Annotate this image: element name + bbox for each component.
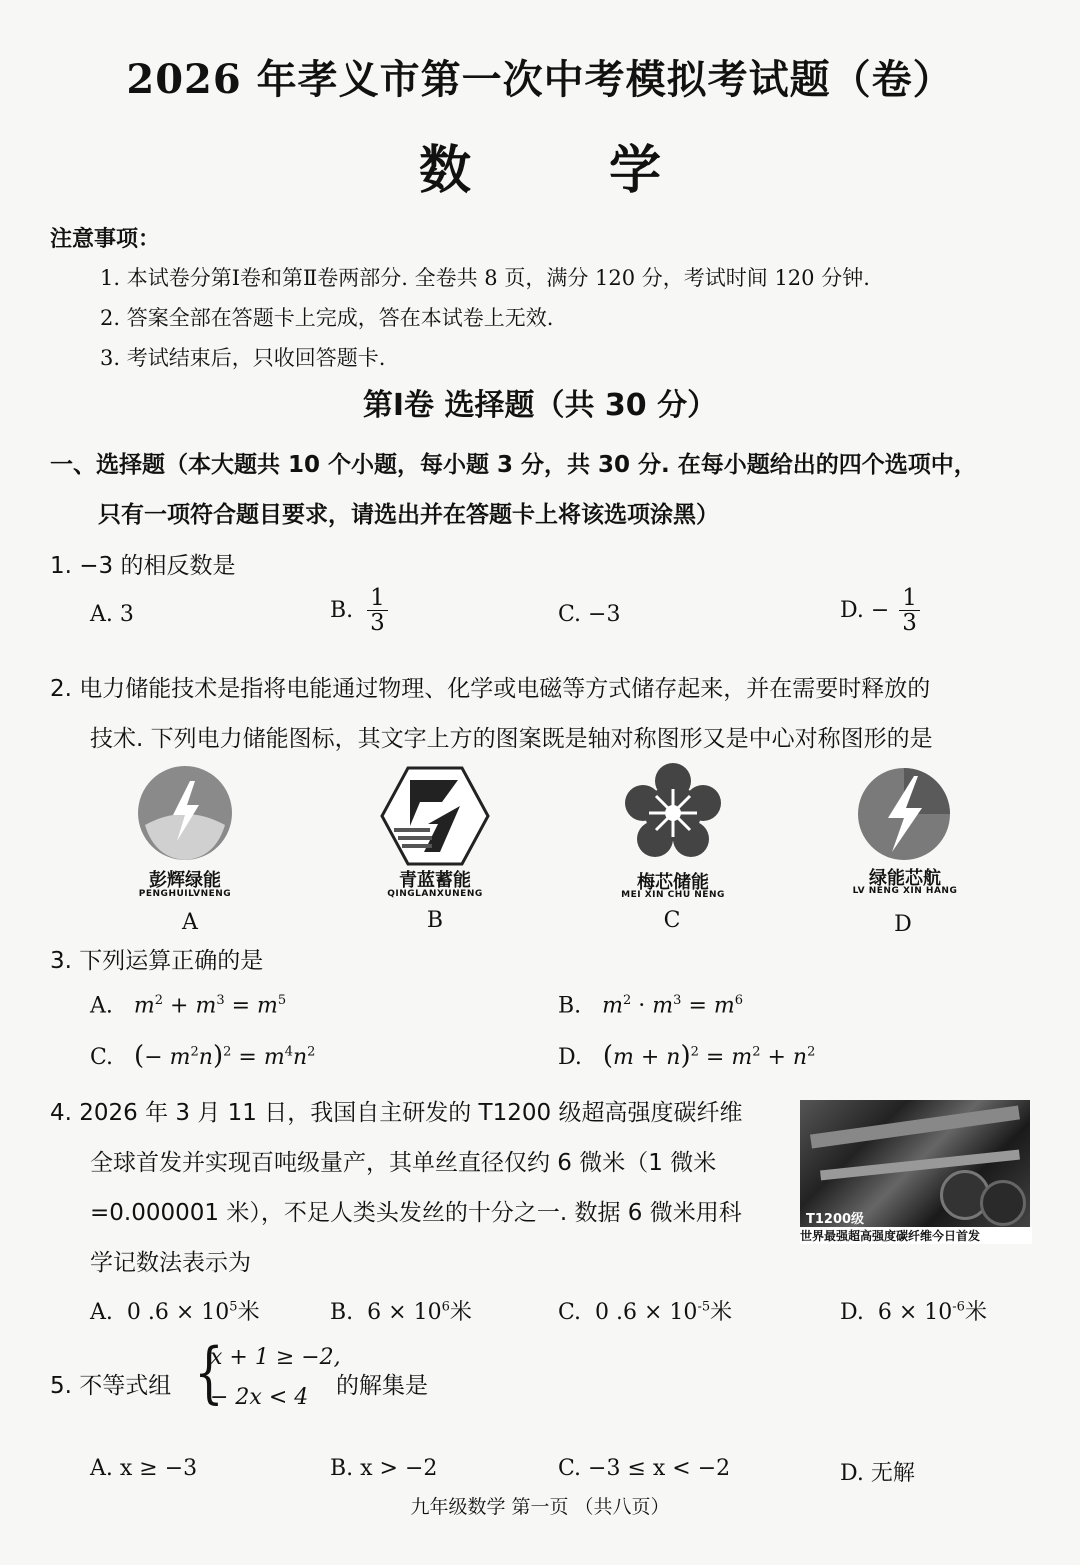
inequality-1: x + 1 ≥ −2, [210,1345,341,1370]
part-instructions: 只有一项符合题目要求，请选出并在答题卡上将该选项涂黑） [98,502,719,528]
logo-pinyin: PENGHUILVNENG [138,889,232,899]
brace-icon: { [194,1334,224,1411]
logo-name: 绿能芯航 [869,868,941,889]
part-instructions: 一、选择题（本大题共 10 个小题，每小题 3 分，共 30 分. 在每小题给出的四个选项中， [50,452,977,478]
photo-tag: T1200级 [806,1212,865,1227]
notice-heading: 注意事项： [50,227,161,252]
option-label: D. [558,1045,582,1070]
fraction [367,586,388,635]
question-4-stem: 4. 2026 年 3 月 11 日，我国自主研发的 T1200 级超高强度碳纤维 [50,1100,743,1126]
option-label: A. [90,993,113,1019]
question-4-stem: 全球首发并实现百吨级量产，其单丝直径仅约 6 微米（1 微米 [90,1150,717,1176]
logo-name: 青蓝蓄能 [399,870,471,891]
notice-item: 1. 本试卷分第Ⅰ卷和第Ⅱ卷两部分. 全卷共 8 页，满分 120 分，考试时间 120 分钟. [100,266,870,290]
logo-name: 梅芯储能 [637,872,709,893]
subject-title: 数 学 [418,140,722,201]
question-1-stem: 1. −3 的相反数是 [50,553,236,579]
q3-option-b: B. $m^2 \cdot m^3 = m^6$ [558,993,744,1019]
option-label: C. [558,1300,582,1325]
q4-option-b: B. $6 \times 10^6$米 [330,1299,472,1325]
q1-option-b [330,586,388,635]
option-label: A. [90,1300,113,1325]
exam-title: 2026 年孝义市第一次中考模拟考试题（卷） [126,56,954,103]
option-label: B. [558,993,582,1019]
q5-option-c: C. −3 ≤ x < −2 [558,1456,731,1481]
option-letter: A [182,910,198,935]
q3-option-c: C. (− $m^2n)^2 = m^4n^2$ [90,1041,316,1071]
photo-fiber-stripe [820,1150,1020,1181]
option-label: D. − [840,598,890,624]
denominator: 3 [370,610,385,637]
logo-pinyin: QINGLANXUNENG [387,889,483,899]
unit: 米 [710,1300,733,1325]
fraction [899,586,920,635]
unit: 米 [964,1300,987,1325]
option-label: C. [90,1045,114,1070]
inequality-2: − 2x < 4 [210,1385,309,1410]
numerator: 1 [367,586,388,611]
q5-option-d: D. 无解 [840,1461,915,1486]
logo-pinyin: LV NENG XIN HANG [852,886,958,896]
option-label: B. [330,598,354,624]
q4-option-d: D. $6 \times 10^{-6}$米 [840,1299,987,1325]
q3-option-a: A. $m^2 + m^3 = m^5$ [90,993,287,1019]
q4-option-a: A. 0 $.6 \times 10^5$米 [90,1299,260,1325]
flower-sun-icon [625,763,721,863]
logo-name: 彭辉绿能 [149,870,221,891]
section-title: 第Ⅰ卷 选择题（共 30 分） [362,388,718,423]
question-3-stem: 3. 下列运算正确的是 [50,948,264,974]
notice-item: 2. 答案全部在答题卡上完成，答在本试卷上无效. [100,306,554,330]
question-5-stem: 5. 不等式组 [50,1373,172,1399]
option-label: D. [840,1300,864,1325]
logo-pinyin: MEI XIN CHU NENG [621,890,725,900]
photo-caption: 世界最强超高强度碳纤维今日首发 [800,1227,1032,1244]
s-lightning-hexagon-icon [380,766,490,866]
q1-option-c: C. −3 [558,602,621,627]
q3-option-d: D. $(m + n)^2 = m^2 + n^2$ [558,1041,816,1071]
notice-item: 3. 考试结束后，只收回答题卡. [100,346,386,370]
option-letter: D [894,912,912,937]
q5-option-a: A. x ≥ −3 [90,1456,198,1481]
photo-roller [980,1180,1026,1226]
q1-option-d [840,586,920,635]
lightning-disc-icon [856,766,952,862]
q1-option-a: A. 3 [90,602,134,627]
q5-option-b: B. x > −2 [330,1456,438,1481]
option-letter: C [663,908,681,933]
lightning-circle-icon [135,763,235,863]
unit: 米 [237,1300,260,1325]
question-4-stem: =0.000001 米），不足人类头发丝的十分之一. 数据 6 微米用科 [90,1200,742,1226]
q4-option-c: C. 0 $.6 \times 10^{-5}$米 [558,1299,733,1325]
question-5-stem: 的解集是 [336,1373,428,1399]
numerator: 1 [899,586,920,611]
carbon-fiber-photo [800,1100,1030,1230]
option-label: B. [330,1300,354,1325]
question-4-stem: 学记数法表示为 [90,1250,251,1276]
option-letter: B [426,908,444,933]
unit: 米 [449,1300,472,1325]
question-2-stem: 技术. 下列电力储能图标，其文字上方的图案既是轴对称图形又是中心对称图形的是 [90,726,933,752]
photo-fiber-stripe [810,1105,1020,1148]
page-footer: 九年级数学 第一页 （共八页） [410,1496,670,1518]
question-2-stem: 2. 电力储能技术是指将电能通过物理、化学或电磁等方式储存起来，并在需要时释放的 [50,676,931,702]
denominator: 3 [902,610,917,637]
